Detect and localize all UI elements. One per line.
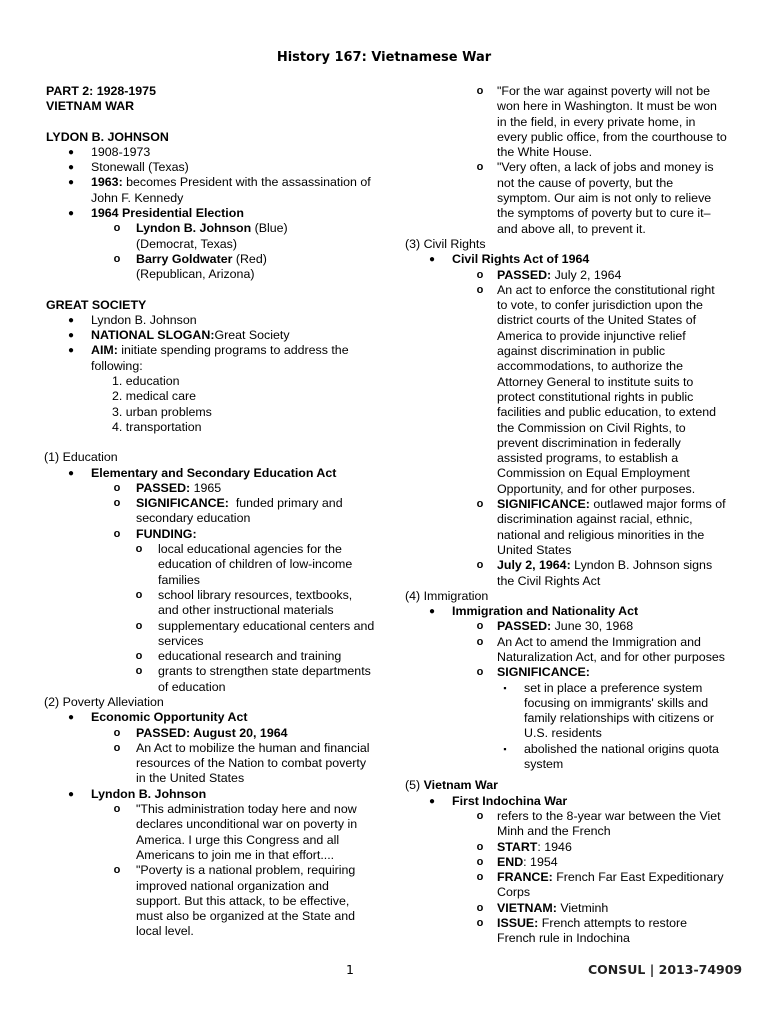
list-item: o SIGNIFICANCE: outlawed major forms of discrimination against racial, ethnic, national and religious minorities in the United States (476, 497, 726, 557)
bullet-icon: ● (67, 467, 75, 479)
list-item: o An Act to mobilize the human and financial resources of the Nation to combat poverty in the United States (113, 740, 370, 786)
list-item: o school library resources, textbooks, and other instructional materials (135, 587, 353, 618)
sub-bullet-icon: o (113, 726, 121, 739)
great-society-heading: GREAT SOCIETY (46, 297, 147, 312)
list-item: o "This administration today here and now declares unconditional war on poverty in America. I urge this Congress and all Americans to join me in that effort.... (113, 802, 358, 862)
bullet-icon: ● (67, 208, 75, 220)
list-item: o END: 1954 (476, 854, 558, 869)
sub-bullet-icon: o (135, 665, 143, 678)
bullet-icon: ● (67, 314, 75, 326)
sub-bullet-icon: o (476, 85, 484, 97)
left-column (46, 84, 376, 940)
list-item: o PASSED: 1965 (113, 480, 222, 495)
list-item: ● Stonewall (Texas) (67, 160, 189, 175)
list-item: o educational research and training (135, 649, 342, 664)
sub-bullet-icon: o (476, 635, 484, 648)
sub-bullet-icon: o (476, 871, 484, 884)
sub-bullet-icon: o (113, 803, 121, 816)
sub-bullet-icon: o (113, 527, 121, 540)
poverty-heading: (2) Poverty Alleviation (44, 694, 164, 709)
list-item: o An act to enforce the constitutional right to vote, to confer jurisdiction upon the district courts of the United States of America to provide injunctive relief against discrimination in public accommodations, to authorize the Attorney General to institute suits to protect constitutional rights in public facilities and public education, to extend the Commission on Civil Rights, to prevent discrimination in federally assisted programs, to establish a Commission on Equal Employment Opportunity, and for other purposes. (476, 282, 717, 496)
part-heading: PART 2: 1928-1975 (46, 84, 156, 98)
list-item: ● 1963: becomes President with the assassination of John F. Kennedy (67, 175, 371, 205)
square-bullet-icon: ▪ (503, 682, 507, 693)
bullet-icon: ● (67, 788, 75, 800)
bullet-icon: ● (67, 162, 75, 174)
list-item: ● 1964 Presidential Election (67, 206, 244, 221)
list-item: o local educational agencies for the education of children of low-income families (135, 542, 353, 587)
sub-bullet-icon: o (476, 161, 484, 174)
sub-bullet-icon: o (476, 855, 484, 868)
sub-bullet-icon: o (476, 498, 484, 511)
list-item: ● Lyndon B. Johnson (67, 786, 207, 801)
list-item: o PASSED: June 30, 1968 (476, 619, 634, 634)
list-item: o SIGNIFICANCE: funded primary and secondary education (113, 496, 347, 526)
bullet-icon: ● (67, 330, 75, 342)
sub-bullet-icon: o (476, 283, 484, 296)
list-item: o July 2, 1964: Lyndon B. Johnson signs the Civil Rights Act (476, 558, 713, 588)
list-item: ● NATIONAL SLOGAN:Great Society (67, 328, 290, 343)
list-item: o supplementary educational centers and services (135, 618, 375, 648)
bullet-icon: ● (67, 146, 75, 158)
list-item: o "Poverty is a national problem, requiring improved national organization and support. But this attack, to be effective, must also be organized at the State and local level. (113, 863, 356, 939)
list-item: ● Lyndon B. Johnson (67, 312, 197, 327)
list-item: ▪ set in place a preference system focusing on immigrants' skills and family relationships with citizens or U.S. residents (405, 681, 727, 742)
lbj-heading: LYDON B. JOHNSON (46, 129, 169, 144)
bullet-icon: ● (67, 712, 75, 724)
sub-bullet-icon: o (113, 497, 121, 510)
list-item: o "Very often, a lack of jobs and money is not the cause of poverty, but the symptom. Our aim is not only to relieve the symptoms of poverty but to cure it– and above all, to prevent it. (476, 160, 714, 236)
sub-bullet-icon: o (113, 252, 121, 265)
sub-bullet-icon: o (476, 840, 484, 853)
list-item: ● AIM: initiate spending programs to address the following: (67, 343, 349, 373)
list-item: o SIGNIFICANCE: (476, 665, 590, 680)
list-item: ● Immigration and Nationality Act (428, 604, 639, 619)
list-item: o ISSUE: French attempts to restore French rule in Indochina (476, 916, 688, 946)
bullet-icon: ● (67, 177, 75, 189)
list-item: o PASSED: August 20, 1964 (113, 725, 288, 740)
sub-bullet-icon: o (113, 481, 121, 494)
list-item: ● Economic Opportunity Act (67, 710, 248, 725)
sub-bullet-icon: o (476, 917, 484, 930)
sub-bullet-icon: o (476, 268, 484, 281)
list-item: o START: 1946 (476, 839, 572, 854)
sub-bullet-icon: o (476, 620, 484, 633)
numbered-item: 3. urban problems (112, 404, 212, 419)
civil-rights-heading: (3) Civil Rights (405, 236, 486, 251)
list-item: o FUNDING: (113, 526, 197, 541)
sub-bullet-icon: o (476, 559, 484, 572)
list-item: ● First Indochina War (428, 793, 568, 808)
bullet-icon: ● (428, 606, 436, 618)
list-item: o refers to the 8-year war between the Viet Minh and the French (476, 808, 721, 839)
sub-bullet-icon: o (135, 619, 143, 632)
sub-bullet-icon: o (135, 588, 143, 601)
list-item: o grants to strengthen state departments of education (135, 664, 371, 694)
sub-bullet-icon: o (476, 666, 484, 679)
right-column (405, 84, 727, 947)
education-heading: (1) Education (44, 450, 118, 465)
bullet-icon: ● (428, 795, 436, 807)
sub-bullet-icon: o (113, 222, 121, 235)
sub-bullet-icon: o (113, 864, 121, 877)
list-item: o VIETNAM: Vietminh (476, 900, 609, 915)
list-item: ▪ abolished the national origins quota system (405, 742, 727, 773)
list-item: o Barry Goldwater (Red) (Republican, Arizona) (113, 251, 267, 282)
list-item: o Lyndon B. Johnson (Blue) (Democrat, Texas) (113, 221, 288, 251)
list-item: ● Elementary and Secondary Education Act (67, 465, 337, 480)
numbered-item: 2. medical care (112, 389, 197, 404)
bullet-icon: ● (428, 254, 436, 266)
list-item: o "For the war against poverty will not be won here in Washington. It must be won in the field, in every private home, in every public office, from the courthouse to the White House. (476, 84, 727, 160)
page-number: 1 (346, 962, 354, 977)
list-item: o PASSED: July 2, 1964 (476, 267, 622, 282)
sub-bullet-icon: o (135, 543, 143, 556)
list-item: ● 1908-1973 (67, 144, 151, 159)
numbered-item: 1. education (112, 374, 180, 389)
sub-bullet-icon: o (476, 809, 484, 822)
immigration-heading: (4) Immigration (405, 588, 489, 603)
vietnam-war-heading: (5) Vietnam War (405, 778, 498, 793)
sub-bullet-icon: o (476, 901, 484, 914)
square-bullet-icon: ▪ (503, 743, 507, 754)
sub-bullet-icon: o (113, 741, 121, 754)
list-item: o An Act to amend the Immigration and Naturalization Act, and for other purposes (476, 634, 725, 664)
sub-bullet-icon: o (135, 650, 143, 663)
page-title: History 167: Vietnamese War (276, 50, 492, 65)
bullet-icon: ● (67, 345, 75, 357)
list-item: ● Civil Rights Act of 1964 (428, 252, 590, 267)
list-item: o FRANCE: French Far East Expeditionary Corps (476, 870, 724, 900)
numbered-item: 4. transportation (112, 419, 202, 434)
footer-author-id: CONSUL | 2013-74909 (588, 962, 743, 977)
section-subtitle: VIETNAM WAR (46, 99, 135, 114)
